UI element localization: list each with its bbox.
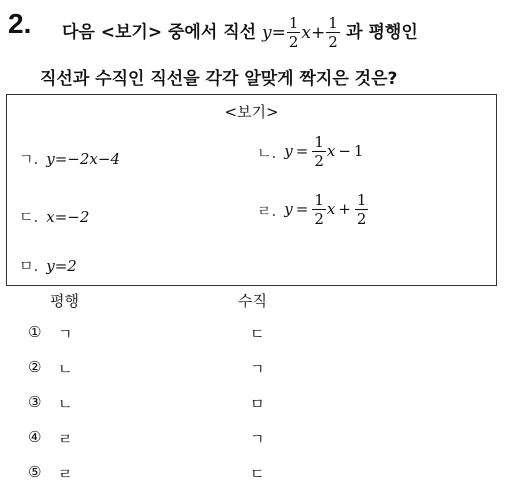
- given-line-lhs: y: [261, 22, 272, 43]
- answer-option-5[interactable]: [28, 463, 288, 485]
- option-parallel: ㄹ: [58, 465, 73, 483]
- option-parallel: ㄴ: [58, 395, 73, 413]
- fraction-denominator: 2: [314, 152, 324, 170]
- equation-equals: =: [295, 200, 309, 218]
- fraction-numerator: 1: [356, 191, 367, 209]
- bogi-item-equation: [284, 193, 369, 227]
- equation-lhs: y: [284, 200, 293, 218]
- bogi-item-digeut: [19, 206, 89, 227]
- constant-fraction: [355, 193, 369, 227]
- bogi-item-equation: [284, 135, 363, 169]
- given-line-variable: x: [301, 22, 311, 43]
- bogi-item-label: ㄷ.: [19, 208, 39, 226]
- option-parallel: ㄹ: [58, 430, 73, 448]
- equation-variable: x: [326, 200, 336, 218]
- fraction-numerator: 1: [314, 133, 324, 151]
- coefficient-fraction: [312, 193, 326, 227]
- coefficient-fraction: [312, 135, 326, 169]
- question-line-1: [62, 16, 418, 50]
- given-line-constant: [326, 16, 340, 50]
- option-number: ①: [28, 323, 42, 341]
- option-perpendicular: ㄱ: [250, 430, 265, 448]
- equation-constant: 1: [353, 142, 364, 160]
- answer-option-1[interactable]: [28, 323, 288, 345]
- bogi-item-label: ㄴ.: [257, 143, 277, 162]
- option-perpendicular: ㄷ: [250, 465, 265, 483]
- given-line-equation: [261, 14, 346, 51]
- given-line-const-num: 1: [328, 14, 338, 32]
- option-perpendicular: ㄱ: [250, 360, 265, 378]
- given-line-coefficient: [287, 16, 301, 50]
- question-line-2: 직선과 수직인 직선을 각각 알맞게 짝지은 것은?: [40, 69, 398, 89]
- option-number: ④: [28, 428, 42, 446]
- bogi-item-label: ㄱ.: [19, 150, 39, 168]
- given-line-coef-num: 1: [288, 14, 299, 32]
- option-perpendicular: ㅁ: [250, 395, 265, 413]
- given-line-coef-den: 2: [288, 33, 299, 51]
- fraction-denominator: 2: [314, 210, 324, 228]
- question-number: 2.: [8, 8, 32, 39]
- bogi-item-label: ㄹ.: [257, 201, 277, 220]
- bogi-item-mieum: [19, 255, 77, 276]
- answer-option-2[interactable]: [28, 358, 288, 380]
- column-header-parallel: 평행: [50, 292, 79, 310]
- given-line-const-den: 2: [328, 33, 338, 51]
- bogi-title: <보기>: [224, 103, 279, 121]
- given-line-equals: =: [271, 22, 286, 43]
- column-header-perpendicular: 수직: [238, 292, 267, 310]
- option-number: ②: [28, 358, 42, 376]
- fraction-denominator: 2: [356, 210, 367, 228]
- question-text-after: 과 평행인: [346, 22, 418, 43]
- bogi-item-equation: y=2: [46, 256, 77, 275]
- option-parallel: ㄴ: [58, 360, 73, 378]
- bogi-item-equation: x=−2: [46, 207, 90, 226]
- bogi-item-nieun: [257, 135, 363, 169]
- bogi-item-label: ㅁ.: [19, 257, 39, 275]
- equation-lhs: y: [284, 142, 293, 160]
- option-perpendicular: ㄷ: [250, 325, 265, 343]
- option-number: ③: [28, 393, 42, 411]
- bogi-item-equation: y=−2x−4: [46, 149, 120, 168]
- option-number: ⑤: [28, 463, 42, 481]
- given-line-plus: +: [310, 22, 326, 43]
- equation-equals: =: [295, 142, 309, 160]
- bogi-box: [6, 94, 497, 286]
- answer-option-3[interactable]: [28, 393, 288, 415]
- bogi-item-rieul: [257, 193, 369, 227]
- fraction-numerator: 1: [314, 191, 324, 209]
- question-text-before: 다음 <보기> 중에서 직선: [62, 22, 257, 43]
- bogi-item-giyeok: [19, 148, 120, 169]
- equation-operator: −: [338, 142, 351, 160]
- option-parallel: ㄱ: [58, 325, 73, 343]
- answer-option-4[interactable]: [28, 428, 288, 450]
- equation-variable: x: [326, 142, 336, 160]
- equation-operator: +: [338, 200, 351, 218]
